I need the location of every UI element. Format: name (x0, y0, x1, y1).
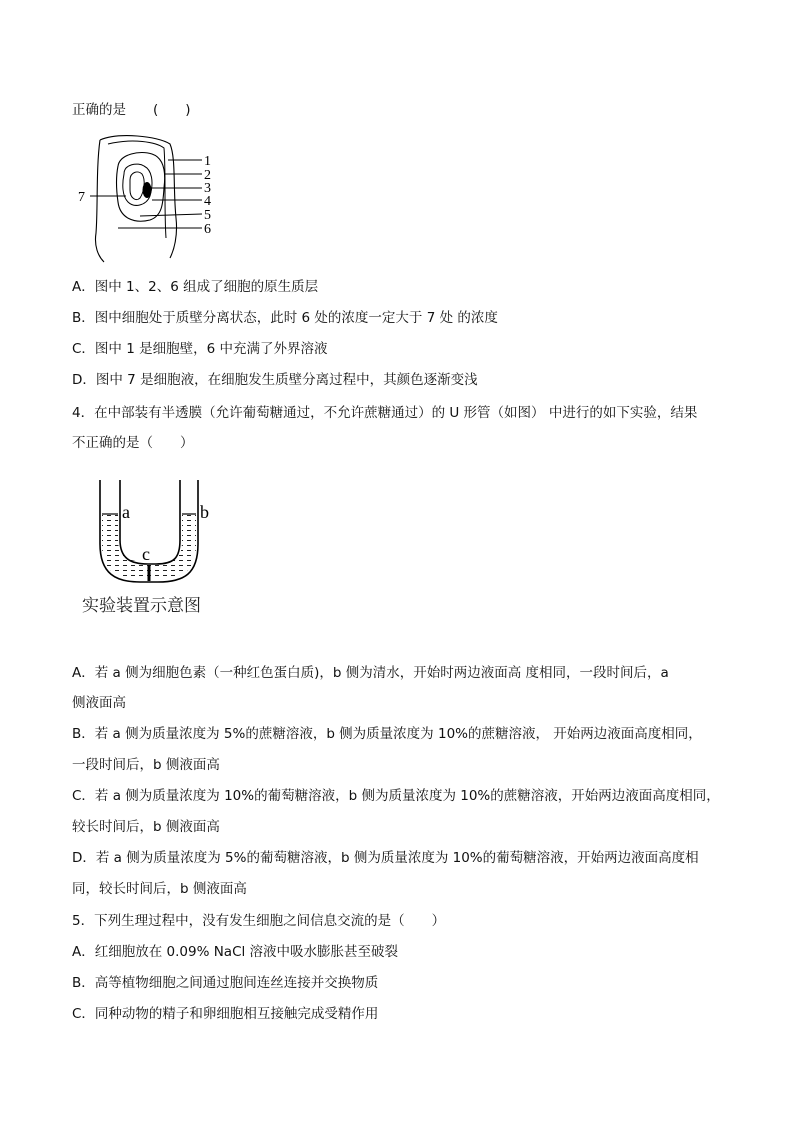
label-6: 6 (204, 222, 211, 237)
q4-option-c-line1: C．若 a 侧为质量浓度为 10%的葡萄糖溶液，b 侧为质量浓度为 10%的蔗糖溶液，开始两边液面高度相同， (72, 788, 720, 804)
vacuole-inner (130, 172, 144, 200)
q5-option-b: B．高等植物细胞之间通过胞间连丝连接并交换物质 (72, 975, 379, 991)
figure-caption: 实验装置示意图 (82, 596, 201, 616)
q5-option-c: C．同种动物的精子和卵细胞相互接触完成受精作用 (72, 1006, 379, 1022)
q3-option-c: C．图中 1 是细胞壁，6 中充满了外界溶液 (72, 341, 328, 357)
label-a: a (122, 502, 130, 522)
label-5: 5 (204, 208, 211, 223)
plant-cell-figure (78, 128, 248, 263)
q4-option-b-line1: B．若 a 侧为质量浓度为 5%的蔗糖溶液，b 侧为质量浓度为 10%的蔗糖溶液， 开始两边液面高度相同， (72, 726, 702, 742)
q4-stem-line1: 4．在中部装有半透膜（允许葡萄糖通过，不允许蔗糖通过）的 U 形管（如图） 中进行的如下实验，结果 (72, 405, 698, 421)
label-7: 7 (78, 190, 85, 205)
q5-option-a: A．红细胞放在 0.09% NaCl 溶液中吸水膨胀甚至破裂 (72, 944, 399, 960)
q4-stem-line2: 不正确的是（ ） (72, 435, 194, 451)
label-1: 1 (204, 154, 211, 169)
q3-option-d: D．图中 7 是细胞液，在细胞发生质壁分离过程中，其颜色逐渐变浅 (72, 372, 478, 388)
q4-option-d-line1: D．若 a 侧为质量浓度为 5%的葡萄糖溶液，b 侧为质量浓度为 10%的葡萄糖溶液，开始两边液面高度相 (72, 850, 699, 866)
q4-option-b-line2: 一段时间后，b 侧液面高 (72, 757, 220, 773)
label-b: b (200, 502, 209, 522)
q4-option-c-line2: 较长时间后，b 侧液面高 (72, 819, 220, 835)
label-4: 4 (204, 194, 211, 209)
q4-option-a-line1: A．若 a 侧为细胞色素（一种红色蛋白质)，b 侧为清水，开始时两边液面高 度相同，一段时间后，a (72, 665, 669, 681)
q3-option-b: B．图中细胞处于质壁分离状态，此时 6 处的浓度一定大于 7 处 的浓度 (72, 310, 498, 326)
tube-inner-wall (120, 480, 180, 564)
q4-option-a-line2: 侧液面高 (72, 695, 126, 711)
q3-stem-tail: 正确的是 ( ) (72, 102, 191, 118)
q5-stem: 5．下列生理过程中，没有发生细胞之间信息交流的是（ ） (72, 913, 446, 929)
label-2: 2 (204, 168, 211, 183)
u-tube-figure (90, 478, 240, 588)
label-3: 3 (204, 181, 211, 196)
nucleus (143, 182, 152, 198)
label-c: c (142, 544, 150, 564)
cell-membrane (117, 153, 165, 222)
leader-5 (140, 214, 202, 216)
q4-option-d-line2: 同，较长时间后，b 侧液面高 (72, 881, 247, 897)
q3-option-a: A．图中 1、2、6 组成了细胞的原生质层 (72, 279, 319, 295)
